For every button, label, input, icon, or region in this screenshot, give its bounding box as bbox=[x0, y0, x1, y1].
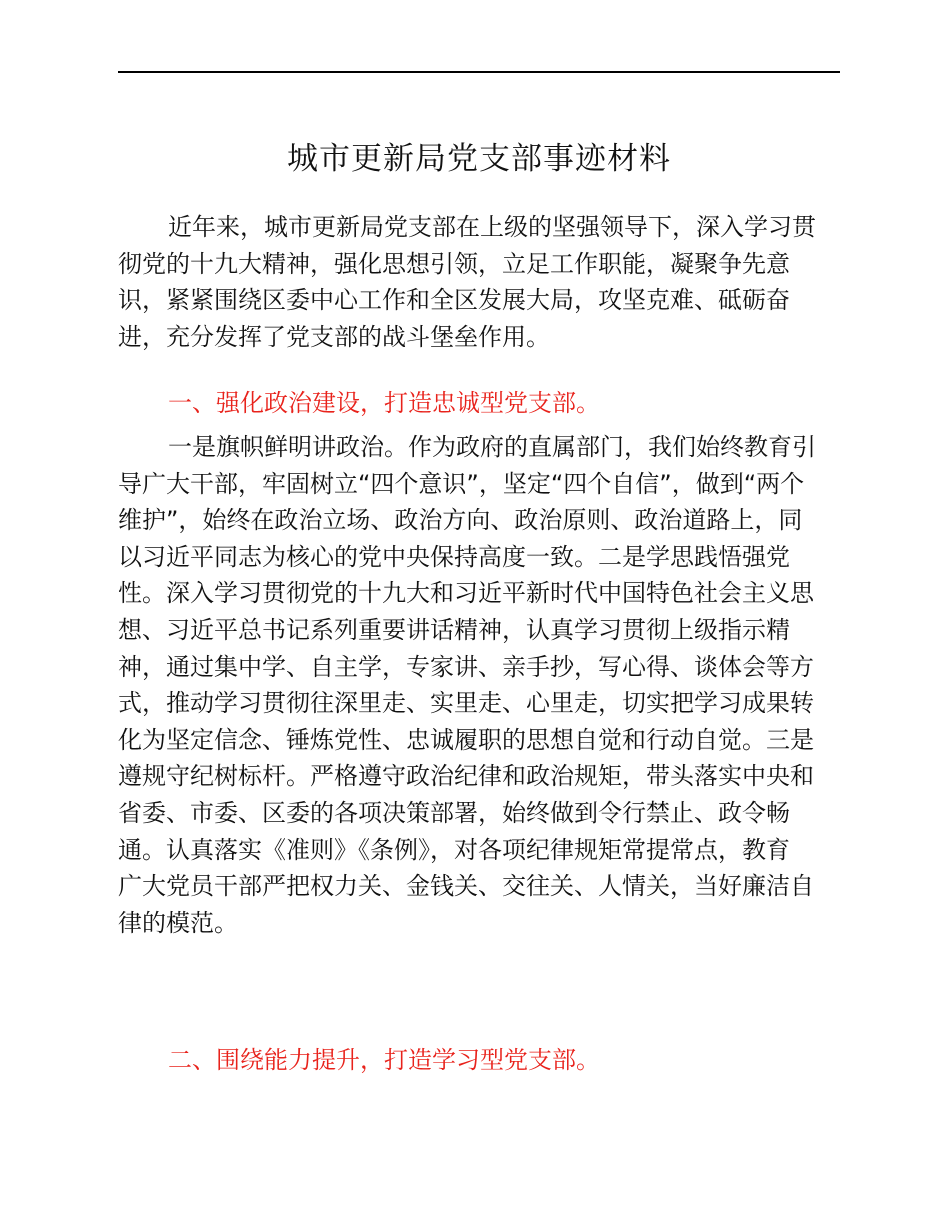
text-line: 通。认真落实《准则》《条例》，对各项纪律规矩常提常点，教育 bbox=[118, 835, 790, 864]
section-heading-2: 二、围绕能力提升，打造学习型党支部。 bbox=[168, 1046, 600, 1074]
section-heading-1: 一、强化政治建设，打造忠诚型党支部。 bbox=[168, 389, 600, 417]
text-line: 进，充分发挥了党支部的战斗堡垒作用。 bbox=[118, 322, 550, 351]
text-line: 化为坚定信念、锤炼党性、忠诚履职的思想自觉和行动自觉。三是 bbox=[118, 725, 814, 754]
text-line: 以习近平同志为核心的党中央保持高度一致。二是学思践悟强党 bbox=[118, 542, 790, 571]
header-rule bbox=[118, 71, 840, 73]
intro-paragraph bbox=[118, 209, 840, 355]
text-line: 神，通过集中学、自主学，专家讲、亲手抄，写心得、谈体会等方 bbox=[118, 652, 814, 681]
text-line: 想、习近平总书记系列重要讲话精神，认真学习贯彻上级指示精 bbox=[118, 615, 790, 644]
section-1-paragraph bbox=[118, 429, 840, 941]
text-line: 维护”，始终在政治立场、政治方向、政治原则、政治道路上，同 bbox=[118, 506, 803, 535]
text-line: 近年来，城市更新局党支部在上级的坚强领导下，深入学习贯 bbox=[168, 213, 816, 241]
text-line: 导广大干部，牢固树立“四个意识”，坚定“四个自信”，做到“两个 bbox=[118, 469, 805, 498]
text-line: 式，推动学习贯彻往深里走、实里走、心里走，切实把学习成果转 bbox=[118, 689, 814, 718]
text-line: 性。深入学习贯彻党的十九大和习近平新时代中国特色社会主义思 bbox=[118, 579, 814, 608]
text-line: 识，紧紧围绕区委中心工作和全区发展大局，攻坚克难、砥砺奋 bbox=[118, 286, 790, 315]
text-line: 省委、市委、区委的各项决策部署，始终做到令行禁止、政令畅 bbox=[118, 798, 790, 827]
text-line: 广大党员干部严把权力关、金钱关、交往关、人情关，当好廉洁自 bbox=[118, 872, 814, 901]
text-line: 彻党的十九大精神，强化思想引领，立足工作职能，凝聚争先意 bbox=[118, 249, 790, 278]
text-line: 一是旗帜鲜明讲政治。作为政府的直属部门，我们始终教育引 bbox=[168, 433, 816, 461]
text-line: 律的模范。 bbox=[118, 908, 238, 937]
document-title: 城市更新局党支部事迹材料 bbox=[287, 141, 671, 177]
text-line: 遵规守纪树标杆。严格遵守政治纪律和政治规矩，带头落实中央和 bbox=[118, 762, 814, 791]
